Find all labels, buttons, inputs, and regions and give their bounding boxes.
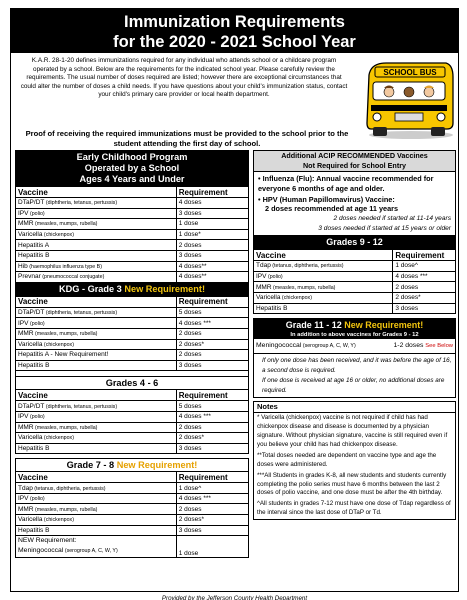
requirement-value: 3 doses xyxy=(176,360,248,371)
footer-credit: Provided by the Jefferson County Health Department xyxy=(161,595,308,600)
proof-statement: Proof of receiving the required immunizations must be provided to the school prior to the student attending the first day of school. xyxy=(25,129,349,148)
vaccine-name: Hepatitis A xyxy=(18,241,50,249)
grades-4-6-table xyxy=(15,389,249,454)
vaccine-name: Hepatitis B xyxy=(18,444,50,452)
vaccine-detail: (diphtheria, tetanus, pertussis) xyxy=(44,310,118,317)
early-header-line-1: Early Childhood Program xyxy=(76,152,188,162)
requirement-value: 1 dose* xyxy=(176,229,248,240)
acip-header-line-1: Additional ACIP RECOMMENDED Vaccines xyxy=(281,151,428,160)
table-row xyxy=(16,240,249,251)
note-item: ^All students in grades 7-12 must have one dose of Tdap regardless of the interval since the last dose of DTaP or Td. xyxy=(257,500,451,517)
g1112-sub: In addition to above vaccines for Grades 9 - 12 xyxy=(290,332,419,339)
vaccine-name: IPV xyxy=(18,495,29,503)
vaccine-name: Hepatitis B xyxy=(18,526,50,534)
requirement-value: 4 doses *** xyxy=(176,318,248,329)
table-row xyxy=(254,292,456,303)
table-row xyxy=(16,318,249,329)
table-row xyxy=(254,303,456,314)
col-vaccine: Vaccine xyxy=(16,472,177,483)
table-row xyxy=(16,198,249,209)
vaccine-detail: (measles, mumps, rubella) xyxy=(33,331,98,338)
table-row xyxy=(16,219,249,230)
note-item: **Total doses needed are dependent on vaccine type and age the doses were administered. xyxy=(257,451,437,468)
col-requirement: Requirement xyxy=(176,472,248,483)
vaccine-name: MMR xyxy=(18,505,34,513)
requirement-value: 2 doses* xyxy=(176,515,248,526)
table-row xyxy=(16,208,249,219)
table-row xyxy=(16,433,249,444)
vaccine-name: DTaP/DT xyxy=(18,199,45,207)
vaccine-detail: (polio) xyxy=(28,414,45,421)
table-row xyxy=(16,443,249,454)
table-row xyxy=(16,401,249,412)
vaccine-name: MMR xyxy=(18,220,34,228)
requirement-value: 4 doses *** xyxy=(176,493,248,504)
grades-11-12-header xyxy=(253,318,456,339)
notes-list xyxy=(254,413,455,519)
new-requirement-badge: New Requirement! xyxy=(116,460,198,471)
vaccine-name: Varicella xyxy=(256,294,281,302)
vaccine-detail: (tetanus, diphtheria, pertussis) xyxy=(270,263,344,270)
table-row xyxy=(16,536,249,558)
vaccine-detail: (polio) xyxy=(28,496,45,503)
requirement-value: 4 doses *** xyxy=(393,271,456,282)
requirement-value: 2 doses* xyxy=(176,339,248,350)
hpv-sub: 2 doses recommended at age 11 years xyxy=(265,204,399,214)
col-vaccine: Vaccine xyxy=(254,250,393,261)
table-row xyxy=(16,350,249,361)
requirement-value: 2 doses* xyxy=(393,292,456,303)
table-row xyxy=(16,422,249,433)
vaccine-name: IPV xyxy=(18,209,29,217)
hpv-bullet: • HPV (Human Papillomavirus) Vaccine: xyxy=(258,194,395,204)
vaccine-detail: (diphtheria, tetanus, pertussis) xyxy=(44,403,118,410)
vaccine-detail: (chickenpox) xyxy=(42,435,74,442)
new-requirement-badge: New Requirement! xyxy=(124,283,206,294)
col-vaccine: Vaccine xyxy=(16,390,177,401)
new-requirement-label: NEW Requirement: xyxy=(18,537,77,545)
vaccine-name: Tdap xyxy=(18,484,33,492)
early-childhood-table xyxy=(15,186,249,283)
vaccine-detail: (diphtheria, tetanus, pertussis) xyxy=(44,200,118,207)
table-row xyxy=(16,339,249,350)
requirement-value: 4 doses** xyxy=(176,272,248,283)
table-row xyxy=(16,229,249,240)
vaccine-name: Meningococcal xyxy=(256,342,302,350)
requirement-value: 3 doses xyxy=(176,250,248,261)
intro-paragraph: K.A.R. 28-1-20 defines immunizations required for any individual who attends school or a childcare program operated by a school. Below are the requirements for the indicated school year. Please carefully review the requirements. The usual number of doses required are listed; however there are exceptional circumstances that could alter the number of doses a child needs. If you have questions about your child's immunization status, contact your child's primary care provider or local health department. xyxy=(20,57,348,99)
flu-text: Influenza (Flu): Annual vaccine recommended for everyone 6 months of age and older. xyxy=(258,174,434,193)
vaccine-name: MMR xyxy=(18,330,34,338)
vaccine-detail: (chickenpox) xyxy=(42,232,74,239)
table-row xyxy=(16,261,249,272)
requirement-value: 5 doses xyxy=(176,307,248,318)
see-below-note: See Below xyxy=(425,343,453,350)
requirement-value: 4 doses *** xyxy=(176,411,248,422)
requirement-value: 3 doses xyxy=(176,443,248,454)
vaccine-name: Tdap xyxy=(256,262,271,270)
vaccine-name: MMR xyxy=(18,423,34,431)
vaccine-detail: (pneumococcal conjugate) xyxy=(40,274,105,281)
requirement-value: 2 doses* xyxy=(176,433,248,444)
vaccine-detail: (polio) xyxy=(28,210,45,217)
kdg-label: KDG - Grade 3 xyxy=(58,283,125,294)
table-row xyxy=(254,282,456,293)
vaccine-name: Hepatitis B xyxy=(256,304,288,312)
vaccine-detail: (serogroup A, C, W, Y) xyxy=(63,548,118,555)
title-line-1: Immunization Requirements xyxy=(124,13,345,31)
hpv-note-1: 2 doses needed if started at 11-14 years xyxy=(333,215,451,223)
early-header-line-3: Ages 4 Years and Under xyxy=(79,174,185,184)
requirement-value: 1 dose^ xyxy=(393,261,456,272)
vaccine-detail: (chickenpox) xyxy=(42,517,74,524)
vaccine-name: MMR xyxy=(256,283,272,291)
bus-label: SCHOOL BUS xyxy=(383,68,437,77)
notes-label: Notes xyxy=(254,402,455,413)
grades-7-8-table xyxy=(15,471,249,558)
requirement-value: 1 dose xyxy=(176,219,248,230)
meningococcal-row xyxy=(254,339,455,354)
grades-7-8-header xyxy=(15,458,249,471)
col-requirement: Requirement xyxy=(176,187,248,198)
meningococcal-note-2: If one dose is received at age 16 or older, no additional doses are required. xyxy=(262,377,445,394)
table-row xyxy=(16,328,249,339)
left-column xyxy=(15,150,249,558)
right-column xyxy=(253,150,456,520)
grades-4-6-header: Grades 4 - 6 xyxy=(15,376,249,389)
vaccine-name: IPV xyxy=(256,273,267,281)
col-requirement: Requirement xyxy=(393,250,456,261)
school-bus-illustration xyxy=(361,55,456,141)
meningococcal-note-1: If only one dose has been received, and it was before the age of 16, a second dose is required. xyxy=(262,357,452,374)
vaccine-detail: (chickenpox) xyxy=(280,295,312,302)
table-row xyxy=(16,307,249,318)
g1112-label: Grade 11 - 12 xyxy=(285,320,345,331)
requirement-value: 2 doses xyxy=(176,422,248,433)
early-childhood-header xyxy=(15,150,249,186)
requirement-value: 1 dose xyxy=(176,536,248,558)
table-row xyxy=(16,411,249,422)
requirement-value: 2 doses xyxy=(393,282,456,293)
vaccine-detail: (measles, mumps, rubella) xyxy=(33,424,98,431)
acip-header-line-2: Not Required for School Entry xyxy=(302,161,407,170)
table-row xyxy=(16,360,249,371)
notes-box xyxy=(253,401,456,520)
col-vaccine: Vaccine xyxy=(16,296,177,307)
vaccine-name: Varicella xyxy=(18,231,43,239)
vaccine-name: IPV xyxy=(18,413,29,421)
requirement-value: 3 doses xyxy=(393,303,456,314)
vaccine-detail: (haemophilus influenza type B) xyxy=(27,263,102,270)
title-bar xyxy=(11,9,458,53)
table-row xyxy=(16,272,249,283)
note-item: ***All Students in grades K-8, all new students and students currently completing the polio series must have 6 months between the last 2 doses of polio vaccine, and one dose must be after the 4th birthday. xyxy=(257,471,447,497)
vaccine-name: Meningococcal xyxy=(18,547,64,555)
vaccine-detail: (polio) xyxy=(28,320,45,327)
requirement-value: 4 doses** xyxy=(176,261,248,272)
vaccine-detail: (chickenpox) xyxy=(42,341,74,348)
vaccine-name: Hib xyxy=(18,262,28,270)
vaccine-detail: (measles, mumps, rubella) xyxy=(33,221,98,228)
grades-9-12-header: Grades 9 - 12 xyxy=(253,236,456,249)
requirement-value: 2 doses xyxy=(176,240,248,251)
vaccine-name: Varicella xyxy=(18,516,43,524)
vaccine-detail: (measles, mumps, rubella) xyxy=(33,506,98,513)
requirement-value: 2 doses xyxy=(176,350,248,361)
col-requirement: Requirement xyxy=(176,390,248,401)
vaccine-name: DTaP/DT xyxy=(18,402,45,410)
requirement-value: 5 doses xyxy=(176,401,248,412)
table-row xyxy=(16,515,249,526)
early-header-line-2: Operated by a School xyxy=(84,163,180,173)
meningococcal-box xyxy=(253,339,456,398)
requirement-value: 3 doses xyxy=(176,525,248,536)
requirement-value: 2 doses xyxy=(176,328,248,339)
table-row xyxy=(16,525,249,536)
requirement-value: 4 doses xyxy=(176,198,248,209)
requirement-value: 1 dose^ xyxy=(176,483,248,494)
flu-bullet: • Influenza (Flu): Annual vaccine recommended for everyone 6 months of age and older. xyxy=(258,174,434,193)
vaccine-name: Varicella xyxy=(18,340,43,348)
kdg-table xyxy=(15,296,249,372)
vaccine-name: IPV xyxy=(18,319,29,327)
col-vaccine: Vaccine xyxy=(16,187,177,198)
kdg-header xyxy=(15,283,249,296)
vaccine-detail: (polio) xyxy=(266,274,283,281)
hpv-note-2: 3 doses needed if started at 15 years or older xyxy=(318,224,451,232)
vaccine-name: Hepatitis A - New Requirement! xyxy=(18,351,109,359)
table-row xyxy=(16,483,249,494)
table-row xyxy=(16,493,249,504)
grades-9-12-table xyxy=(253,249,456,314)
vaccine-name: DTaP/DT xyxy=(18,309,45,317)
acip-header xyxy=(253,150,456,172)
vaccine-name: Prevnar xyxy=(18,273,41,281)
new-requirement-badge: New Requirement! xyxy=(344,320,424,331)
note-item: * Varicella (chickenpox) vaccine is not required if child has had chickenpox disease and disease is documented by a physician signature. Without physician signature, vaccine is still required even if you believe your child has had chickenpox disease. xyxy=(257,414,448,448)
requirement-value: 1-2 doses xyxy=(393,342,424,350)
table-row xyxy=(16,250,249,261)
vaccine-name: Hepatitis B xyxy=(18,252,50,260)
vaccine-name: Hepatitis B xyxy=(18,362,50,370)
immunization-flyer xyxy=(10,8,459,600)
requirement-value: 3 doses xyxy=(176,208,248,219)
vaccine-detail: (serogroup A, C, W, Y) xyxy=(301,343,356,350)
vaccine-name: Varicella xyxy=(18,434,43,442)
col-requirement: Requirement xyxy=(176,296,248,307)
table-row xyxy=(254,261,456,272)
vaccine-detail: (measles, mumps, rubella) xyxy=(271,284,336,291)
table-row xyxy=(254,271,456,282)
title-line-2: for the 2020 - 2021 School Year xyxy=(113,33,356,51)
acip-box xyxy=(253,172,456,236)
g78-label: Grade 7 - 8 xyxy=(66,460,117,471)
table-row xyxy=(16,504,249,515)
vaccine-detail: (tetanus, diphtheria, pertussis) xyxy=(32,485,106,492)
requirement-value: 2 doses xyxy=(176,504,248,515)
hpv-text: HPV (Human Papillomavirus) Vaccine: xyxy=(262,194,395,204)
